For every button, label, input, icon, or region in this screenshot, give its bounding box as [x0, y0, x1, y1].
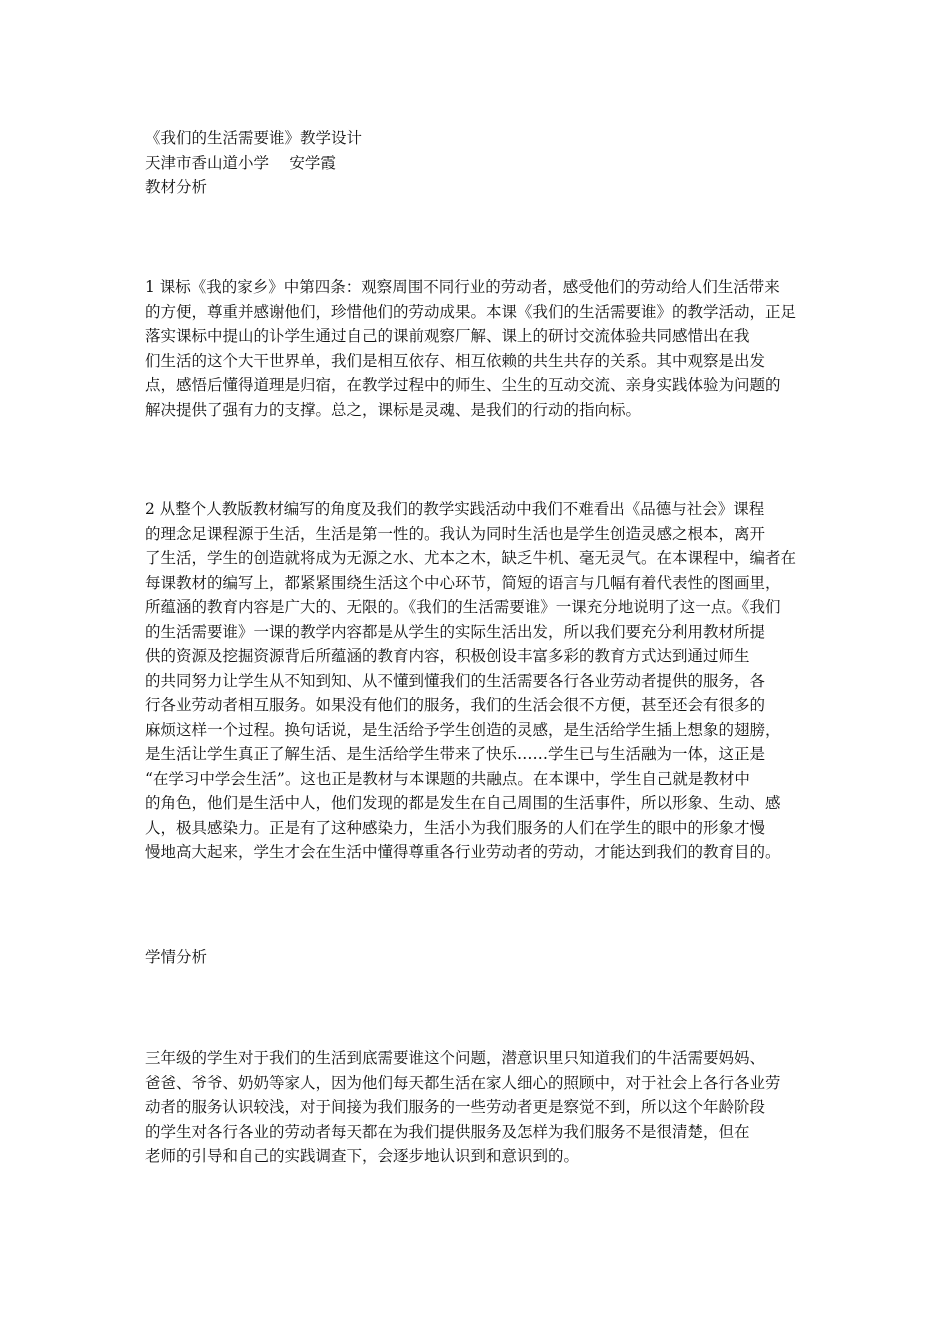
text-line: 2 从整个人教版教材编写的角度及我们的教学实践活动中我们不难看出《品德与社会》课程: [145, 500, 765, 518]
text-line: “在学习中学会生活”。这也正是教材与本课题的共融点。在本课中，学生自己就是教材中: [145, 769, 750, 788]
section-heading-textbook-analysis: 教材分析: [145, 178, 208, 196]
document-title: 《我们的生活需要谁》教学设计: [145, 129, 363, 147]
text-line: 人，极具感染力。正是有了这种感染力，生活小为我们服务的人们在学生的眼中的形象才慢: [145, 818, 766, 837]
text-line: 所蕴涵的教育内容是广大的、无限的。《我们的生活需要谁》一课充分地说明了这一点。《我们: [145, 598, 781, 616]
section-heading-text: 学情分析: [145, 948, 208, 966]
text-line: 的共同努力让学生从不知到知、从不懂到懂我们的生活需要各行各业劳动者提供的服务，各: [145, 671, 766, 690]
author-line: 天津市香山道小学 安学霞: [145, 153, 336, 172]
text-line: 动者的服务认识较浅，对于间接为我们服务的一些劳动者更是察觉不到，所以这个年龄阶段: [145, 1098, 766, 1116]
text-line: 爸爸、爷爷、奶奶等家人，因为他们每天都生活在家人细心的照顾中，对于社会上各行各业劳: [145, 1073, 781, 1092]
paragraph-curriculum-standard: [145, 275, 815, 422]
text-line: 每课教材的编写上，都紧紧围绕生活这个中心环节，简短的语言与几幅有着代表性的图画里，: [145, 573, 781, 592]
text-line: 慢地高大起来，学生才会在生活中懂得尊重各行业劳动者的劳动，才能达到我们的教育目的。: [145, 843, 781, 861]
text-line: 行各业劳动者相互服务。如果没有他们的服务，我们的生活会很不方便，甚至还会有很多的: [145, 696, 766, 714]
paragraph-textbook-perspective: [145, 497, 815, 865]
text-line: 麻烦这样一个过程。换句话说，是生活给予学生创造的灵感，是生活给学生插上想象的翅膀，: [145, 720, 781, 739]
paragraph-student-analysis: [145, 1046, 815, 1169]
text-line: 的生活需要谁》一课的教学内容都是从学生的实际生活出发，所以我们要充分利用教材所提: [145, 622, 766, 641]
text-line: 解决提供了强有力的支撑。总之，课标是灵魂、是我们的行动的指向标。: [145, 400, 642, 419]
text-line: 的角色，他们是生活中人，他们发现的都是发生在自己周围的生活事件，所以形象、生动、感: [145, 794, 781, 812]
text-line: 的理念足课程源于生活，生活是第一性的。我认为同时生活也是学生创造灵感之根本，离开: [145, 524, 766, 543]
text-line: 老师的引导和自己的实践调查下，会逐步地认识到和意识到的。: [145, 1147, 580, 1165]
text-line: 们生活的这个大干世界单，我们是相互依存、相互依赖的共生共存的关系。其中观察是出发: [145, 351, 766, 370]
document-header: [145, 126, 815, 200]
text-line: 1 课标《我的家乡》中第四条：观察周围不同行业的劳动者，感受他们的劳动给人们生活带来: [145, 278, 780, 296]
text-line: 落实课标中提山的讣学生通过自己的课前观察厂解、课上的研讨交流体验共同感惜出在我: [145, 327, 750, 345]
text-line: 三年级的学生对于我们的生活到底需要谁这个问题，潜意识里只知道我们的牛活需要妈妈、: [145, 1049, 766, 1067]
text-line: 了生活，学生的创造就将成为无源之水、尤本之木，缺乏牛机、毫无灵气。在本课程中，编者在: [145, 549, 797, 567]
text-line: 点，感悟后懂得道理是归宿，在教学过程中的师生、尘生的互动交流、亲身实践体验为问题的: [145, 376, 781, 394]
text-line: 是生活让学生真正了解生活、是生活给学生带来了快乐……学生已与生活融为一体，这正是: [145, 745, 766, 763]
text-line: 供的资源及挖掘资源背后所蕴涵的教育内容，积极创设丰富多彩的教育方式达到通过师生: [145, 647, 750, 665]
section-heading-student-analysis: [145, 945, 815, 970]
text-line: 的学生对各行各业的劳动者每天都在为我们提供服务及怎样为我们服务不是很清楚，但在: [145, 1122, 750, 1141]
text-line: 的方便，尊重并感谢他们，珍惜他们的劳动成果。本课《我们的生活需要谁》的教学活动，正足: [145, 302, 797, 321]
